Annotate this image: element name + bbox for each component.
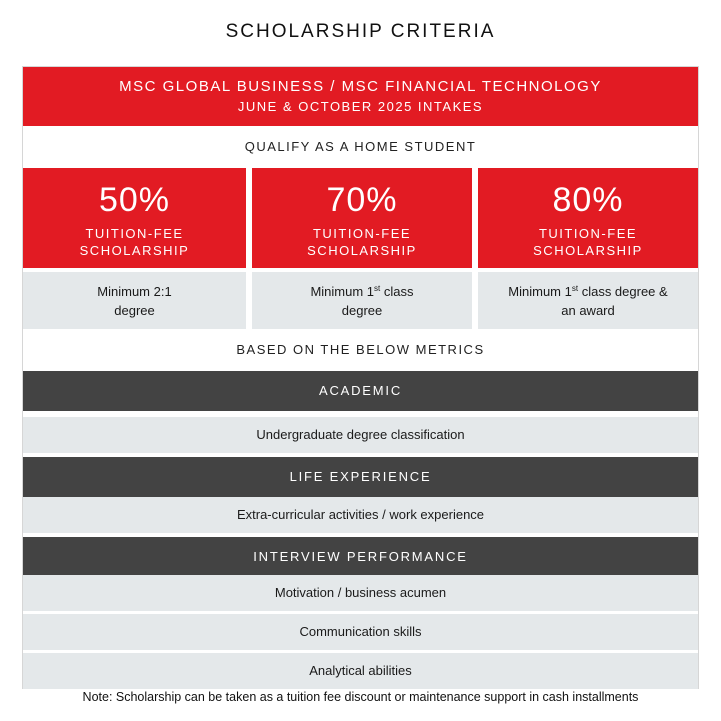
tier-label-line2: SCHOLARSHIP — [79, 243, 190, 258]
tier-label-line1: TUITION-FEE — [538, 226, 638, 241]
tier-80-header — [478, 168, 698, 268]
tier-label — [252, 225, 472, 259]
requirement-line2: degree — [341, 303, 383, 318]
tier-70-header — [252, 168, 472, 268]
requirement-line1: Minimum 2:1 — [97, 284, 172, 299]
ordinal-suffix: st — [374, 284, 381, 293]
tier-50-header — [23, 168, 246, 268]
requirement-line2: an award — [561, 303, 615, 318]
requirement-prefix: Minimum 1 — [310, 284, 375, 299]
tier-label-line1: TUITION-FEE — [312, 226, 412, 241]
tier-label — [23, 225, 246, 259]
tier-label — [478, 225, 698, 259]
section-academic-header: ACADEMIC — [23, 371, 698, 411]
metrics-label: BASED ON THE BELOW METRICS — [236, 342, 485, 357]
tier-percent: 70% — [326, 181, 398, 219]
criterion-row: Undergraduate degree classification — [23, 417, 698, 453]
tier-percent: 80% — [552, 181, 624, 219]
section-life-experience-header: LIFE EXPERIENCE — [23, 457, 698, 497]
programme-names: MSC GLOBAL BUSINESS / MSC FINANCIAL TECHNOLOGY — [119, 78, 602, 95]
programme-header — [23, 67, 698, 126]
section-interview-header: INTERVIEW PERFORMANCE — [23, 537, 698, 577]
tier-label-line2: SCHOLARSHIP — [533, 243, 643, 258]
requirement-line1 — [252, 282, 472, 301]
qualify-label: QUALIFY AS A HOME STUDENT — [244, 139, 477, 154]
tier-70-requirement — [252, 272, 472, 329]
footnote: Note: Scholarship can be taken as a tuition fee discount or maintenance support in cash installments — [82, 690, 639, 704]
requirement-line2: degree — [114, 303, 155, 318]
requirement-line1 — [478, 282, 698, 301]
criterion-row: Extra-curricular activities / work experience — [23, 497, 698, 533]
requirement-suffix: class — [380, 284, 414, 299]
requirement-prefix: Minimum 1 — [508, 284, 572, 299]
tier-50-requirement — [23, 272, 246, 329]
criteria-table — [22, 66, 699, 689]
tier-label-line1: TUITION-FEE — [85, 226, 184, 241]
tier-percent: 50% — [98, 181, 171, 219]
intake-dates: JUNE & OCTOBER 2025 INTAKES — [237, 99, 484, 114]
criterion-row: Motivation / business acumen — [23, 575, 698, 611]
criterion-row: Analytical abilities — [23, 653, 698, 689]
tier-label-line2: SCHOLARSHIP — [307, 243, 417, 258]
ordinal-suffix: st — [571, 284, 579, 293]
page-title: SCHOLARSHIP CRITERIA — [225, 21, 496, 42]
criterion-row: Communication skills — [23, 614, 698, 650]
requirement-suffix: class degree & — [578, 284, 668, 299]
tier-80-requirement — [478, 272, 698, 329]
